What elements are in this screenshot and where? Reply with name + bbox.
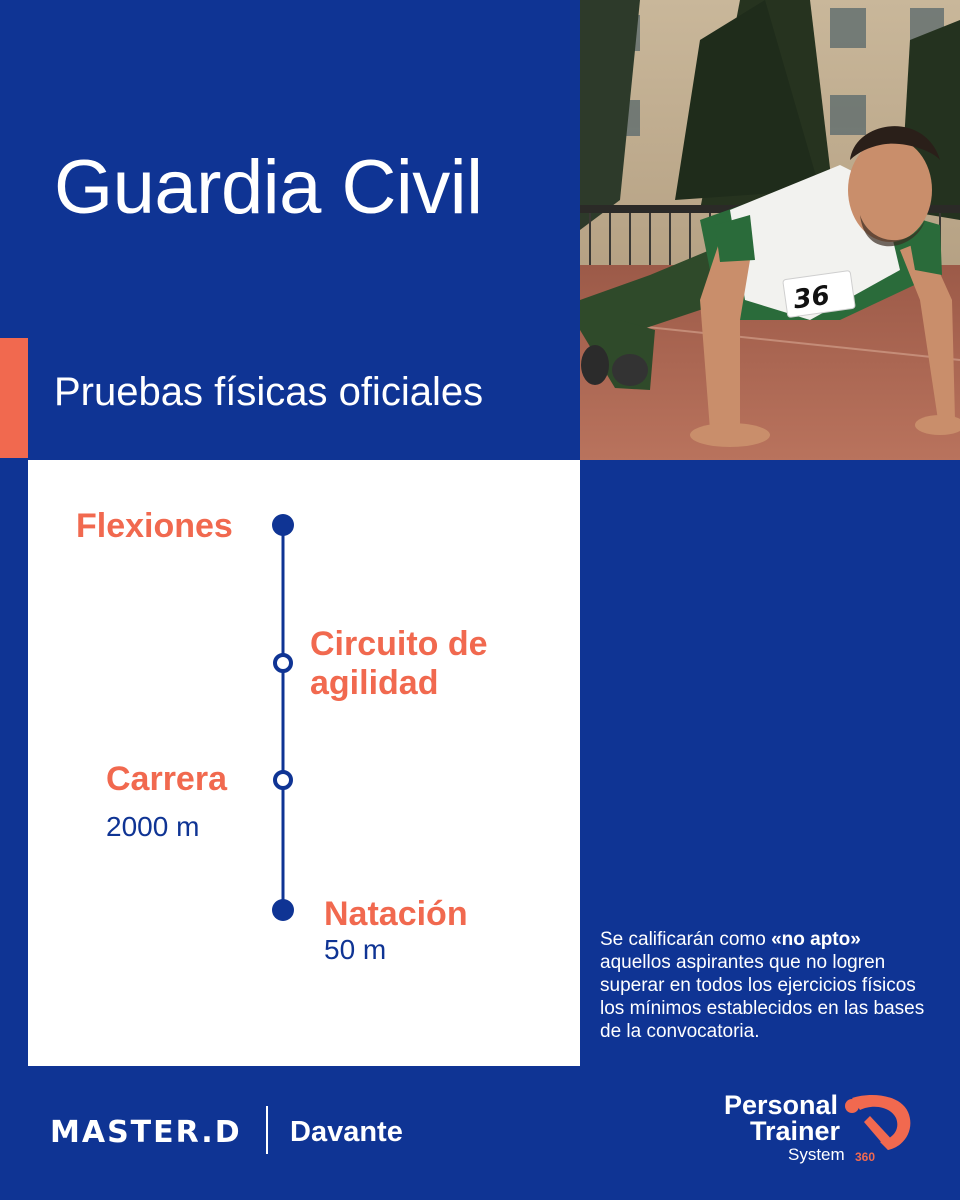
note-prefix: Se calificarán como bbox=[600, 929, 772, 950]
hollow-dot-icon bbox=[275, 772, 291, 788]
brand-divider bbox=[266, 1106, 268, 1154]
pt-logo-line2: Trainer bbox=[750, 1116, 841, 1146]
accent-bar bbox=[0, 338, 28, 458]
note-suffix: aquellos aspirantes que no logren superar en todos los ejercicios físicos los mínimos establecidos en las bases de la convocatoria. bbox=[600, 952, 925, 1042]
pt-logo-number: 360 bbox=[855, 1150, 876, 1164]
page-subtitle: Pruebas físicas oficiales bbox=[54, 370, 484, 414]
filled-dot-icon bbox=[272, 514, 294, 536]
timeline-item-label: Circuito de bbox=[310, 625, 488, 663]
pt-logo-line3: System bbox=[788, 1145, 845, 1164]
timeline-item-detail: 2000 m bbox=[106, 811, 200, 842]
timeline-item-label: Natación bbox=[324, 895, 468, 933]
filled-dot-icon bbox=[272, 899, 294, 921]
pt-logo-line1: Personal bbox=[724, 1090, 839, 1120]
note-emphasis: «no apto» bbox=[771, 929, 861, 950]
bib-number: 36 bbox=[791, 280, 832, 316]
hollow-dot-icon bbox=[275, 655, 291, 671]
athlete-pushup-photo bbox=[580, 0, 960, 460]
timeline-panel bbox=[28, 460, 580, 1066]
timeline-item-label: Flexiones bbox=[76, 507, 233, 545]
disclaimer-note bbox=[600, 928, 930, 1043]
timeline-item-label: agilidad bbox=[310, 664, 439, 702]
timeline-item-label: Carrera bbox=[106, 760, 227, 798]
masterd-logo: MASTER.D bbox=[50, 1115, 242, 1150]
personal-trainer-logo bbox=[720, 1090, 920, 1170]
photo-illustration bbox=[580, 0, 960, 460]
page-title: Guardia Civil bbox=[54, 145, 483, 230]
timeline-item-detail: 50 m bbox=[324, 934, 387, 965]
davante-logo: Davante bbox=[290, 1116, 403, 1148]
